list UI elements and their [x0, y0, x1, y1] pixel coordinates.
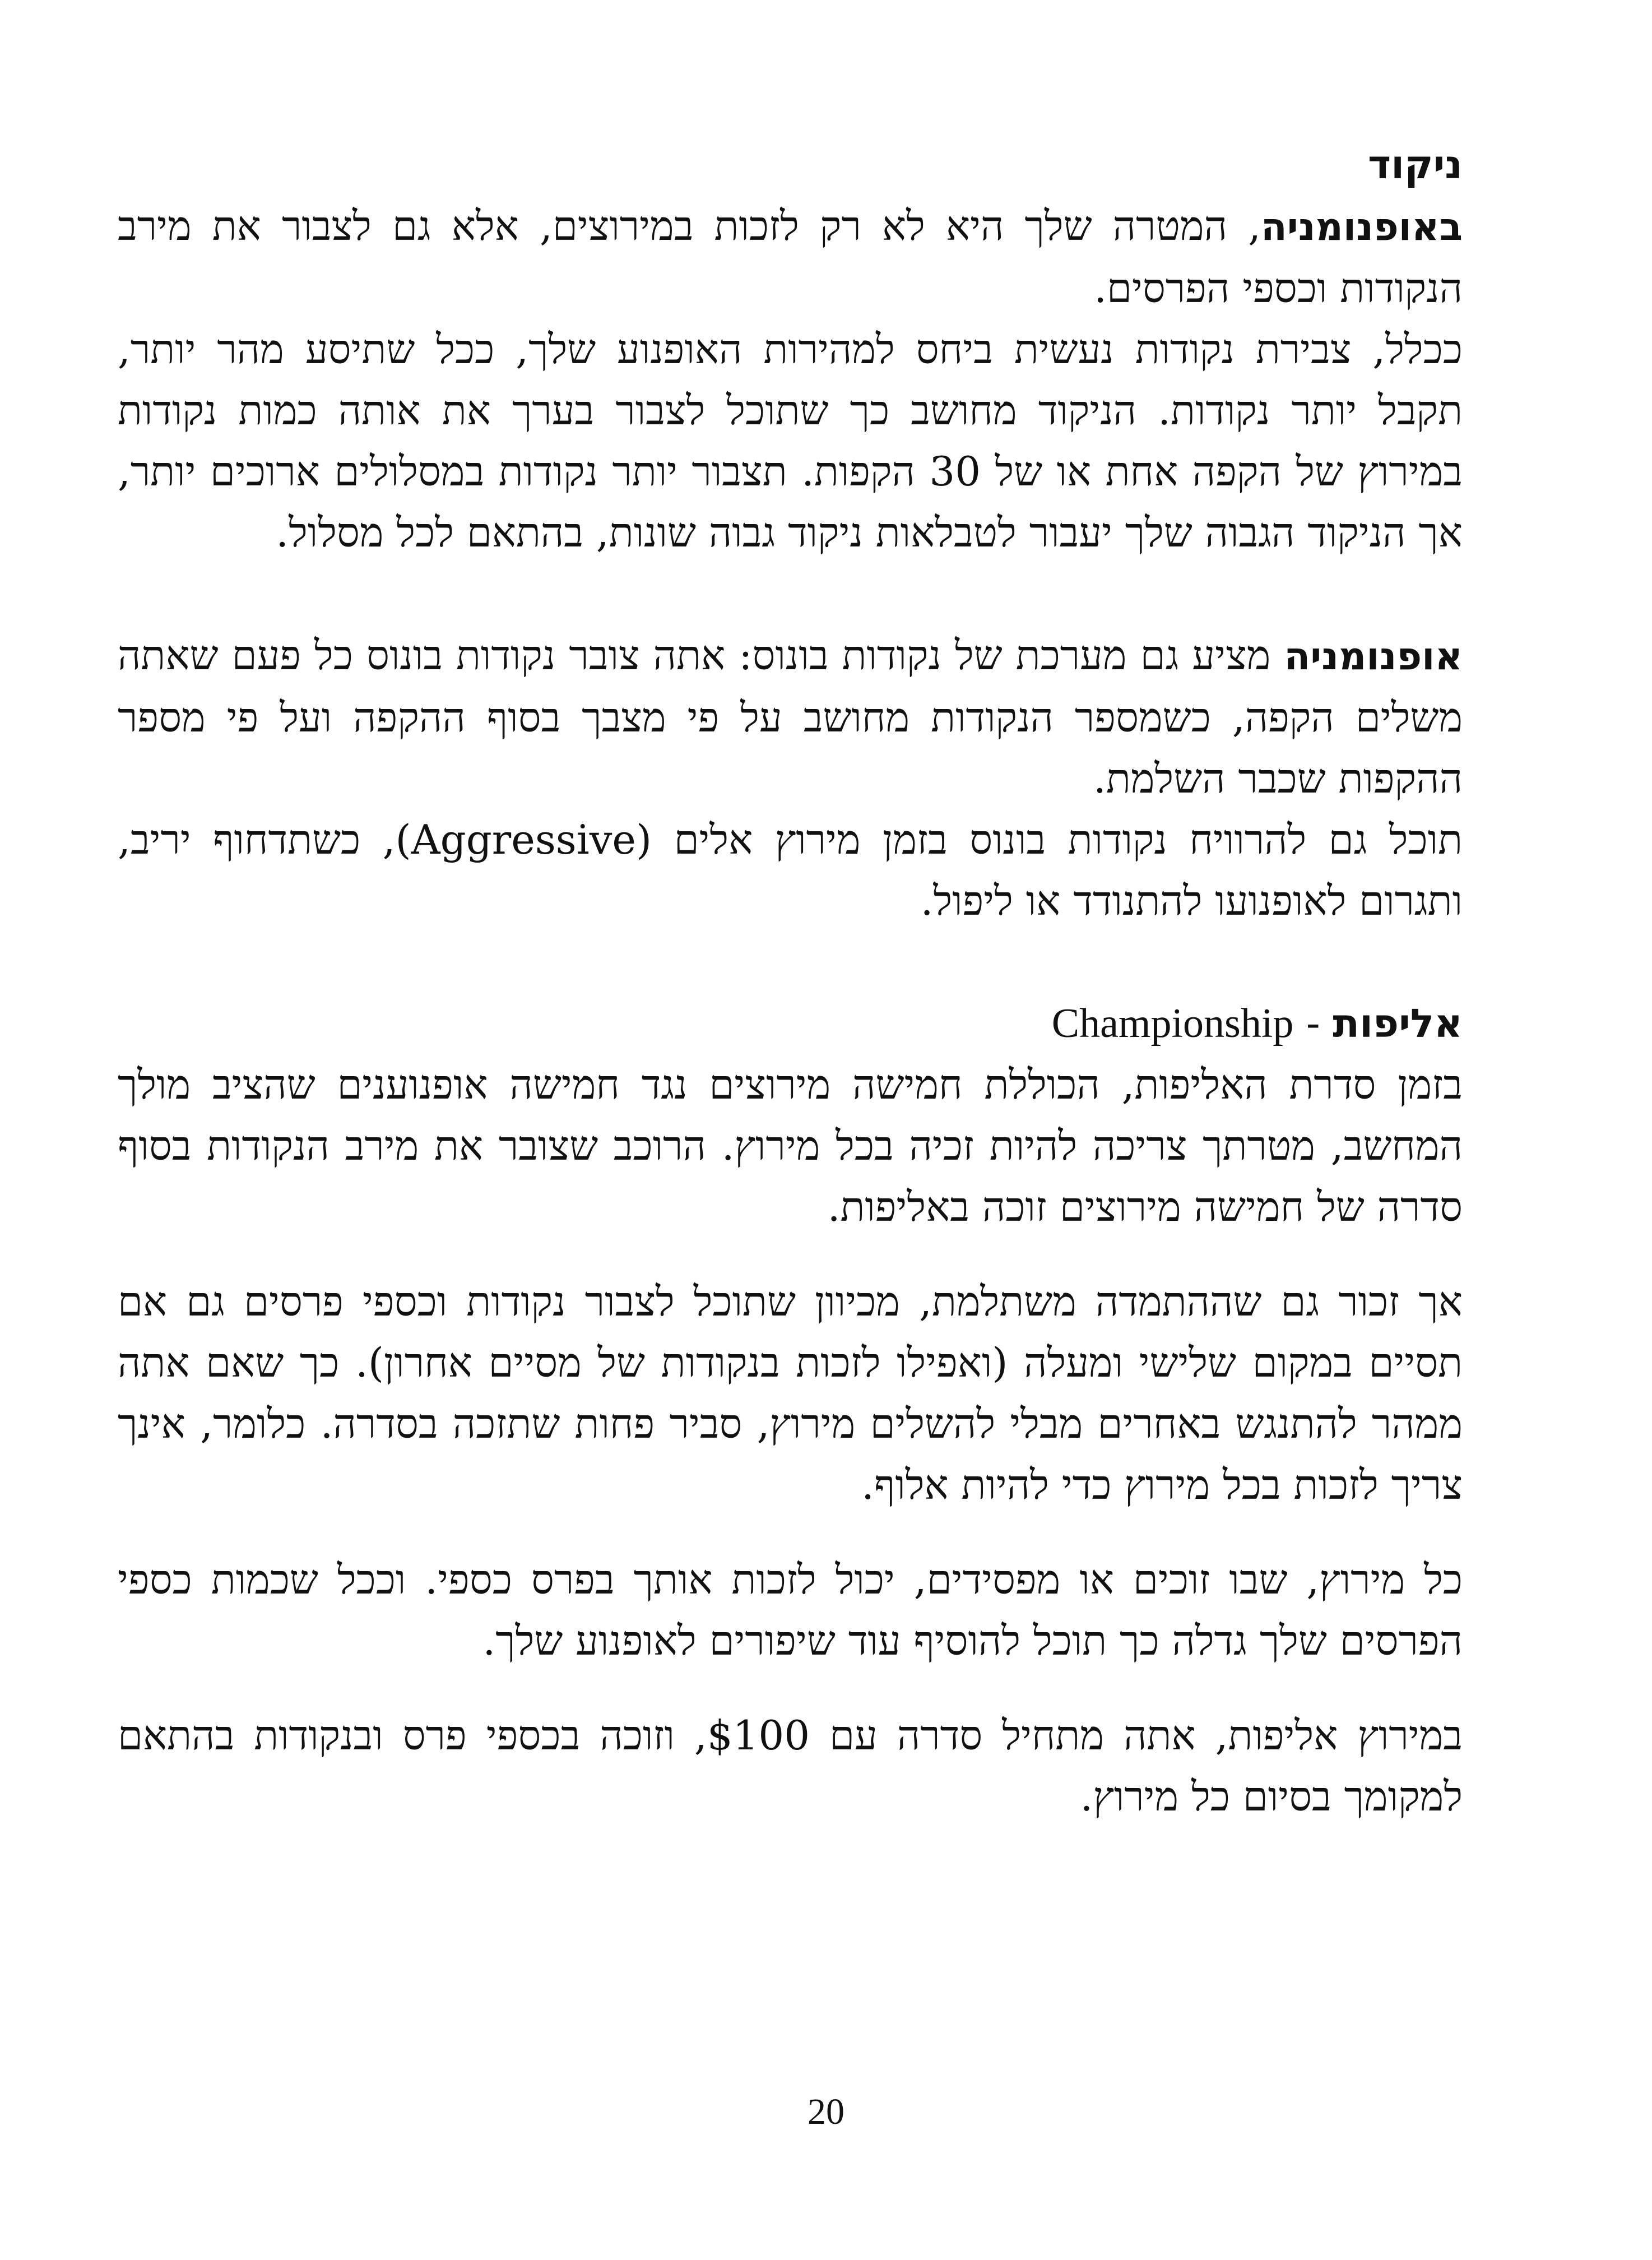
bold-game-name: אופנומניה [1284, 635, 1463, 679]
paragraph-aggressive-bonus: תוכל גם להרוויח נקודות בונוס בזמן מירוץ אלים (Aggressive), כשתדחוף יריב, ותגרום לאופנועו להתנודד או ליפול. [118, 816, 1463, 924]
heading-separator: - [1293, 1001, 1333, 1046]
paragraph-championship-start: במירוץ אליפות, אתה מתחיל סדרה עם $100, וזוכה בכספי פרס ובנקודות בהתאם למקומך בסיום כל מירוץ. [118, 1712, 1463, 1820]
paragraph-scoring-goal [118, 196, 1463, 319]
section-heading-scoring: ניקוד [1367, 142, 1463, 188]
paragraph-prize-money: כל מירוץ, שבו זוכים או מפסידים, יכול לזכות אותך בפרס כספי. וככל שכמות כספי הפרסים שלך גדלה כך תוכל להוסיף עוד שיפורים לאופנוע שלך. [118, 1556, 1463, 1664]
heading-hebrew: אליפות [1333, 1001, 1463, 1046]
paragraph-championship-series: בזמן סדרת האליפות, הכוללת חמישה מירוצים נגד חמישה אופנוענים שהציב מולך המחשב, מטרתך צריכה להיות זכיה בכל מירוץ. הרוכב שצובר את מירב הנקודות בסוף סדרה של חמישה מירוצים זוכה באליפות. [118, 1061, 1463, 1230]
document-page [118, 135, 1463, 1827]
paragraph-bonus-points [118, 625, 1463, 809]
section-heading-championship [118, 993, 1463, 1054]
page-number: 20 [808, 2091, 844, 2132]
paragraph-text: מציע גם מערכת של נקודות בונוס: אתה צובר נקודות בונוס כל פעם שאתה משלים הקפה, כשמספר הנקודות מחושב על פי מצבך בסוף ההקפה ועל פי מספר ההקפות שכבר השלמת. [118, 632, 1463, 802]
paragraph-text: , המטרה שלך היא לא רק לזכות במירוצים, אלא גם לצבור את מירב הנקודות וכספי הפרסים. [118, 202, 1463, 312]
heading-english: Championship [1051, 1001, 1294, 1046]
paragraph-scoring-speed: ככלל, צבירת נקודות נעשית ביחס למהירות האופנוע שלך, ככל שתיסע מהר יותר, תקבל יותר נקודות. הניקוד מחושב כך שתוכל לצבור בערך את אותה כמות נקודות במירוץ של הקפה אחת או של 30 הקפות. תצבור יותר נקודות במסלולים ארוכים יותר, אך הניקוד הגבוה שלך יעבור לטבלאות ניקוד גבוה שונות, בהתאם לכל מסלול. [118, 326, 1463, 556]
bold-game-name: באופנומניה [1261, 205, 1463, 249]
paragraph-persistence: אך זכור גם שההתמדה משתלמת, מכיוון שתוכל לצבור נקודות וכספי פרסים גם אם תסיים במקום שלישי ומעלה (ואפילו לזכות בנקודות של מסיים אחרון). כך שאם אתה ממהר להתנגש באחרים מבלי להשלים מירוץ, סביר פחות שתזכה בסדרה. כלומר, אינך צריך לזכות בכל מירוץ כדי להיות אלוף. [118, 1278, 1463, 1508]
